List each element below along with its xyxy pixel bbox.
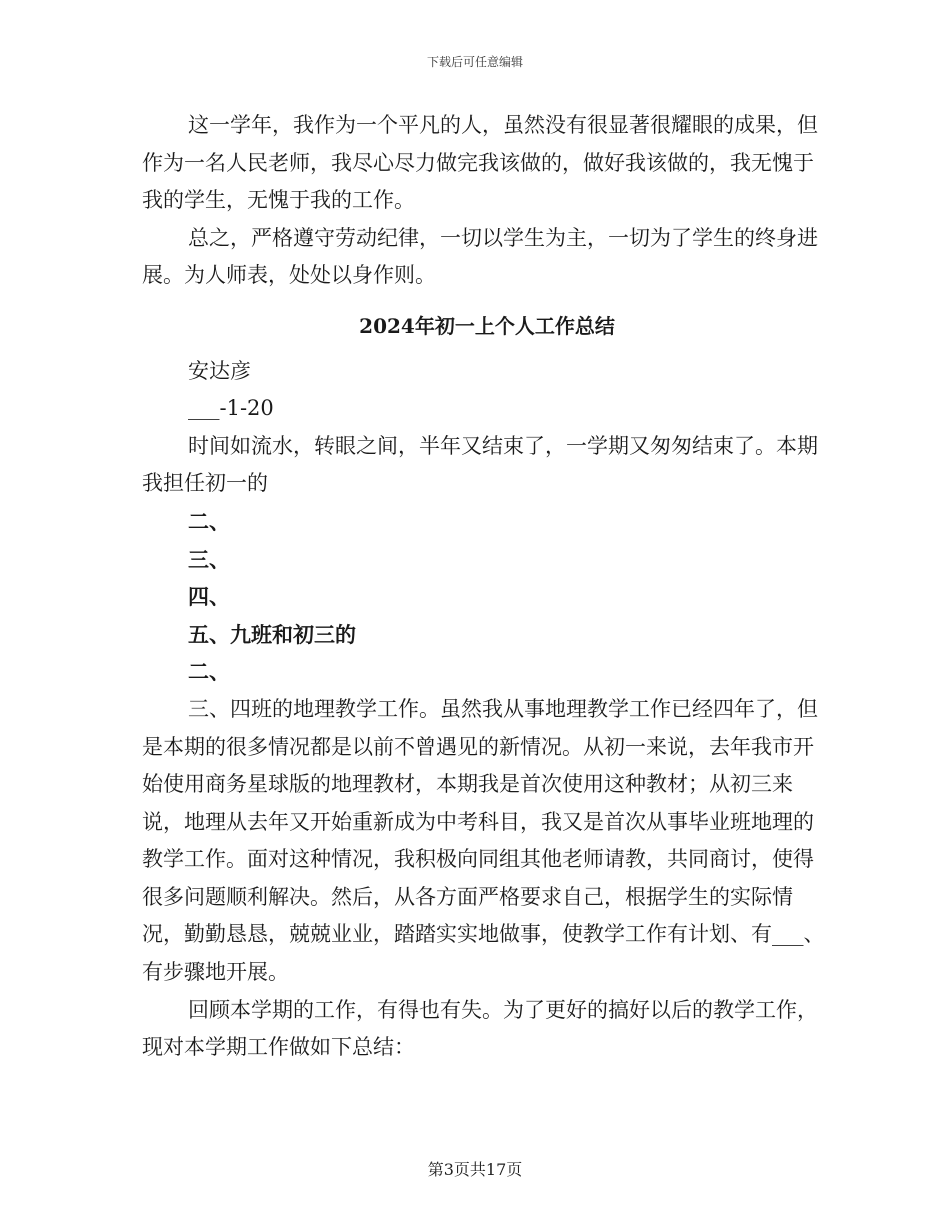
paragraph-3: 时间如流水，转眼之间，半年又结束了，一学期又匆匆结束了。本期我担任初一的 [142,433,818,496]
document-title: 2024年初一上个人工作总结 [359,313,615,338]
header-note: 下载后可任意编辑 [426,55,523,69]
list-item: 二、 [188,659,230,685]
document-body [142,107,832,1067]
author: 安达彦 [188,358,251,383]
list-item: 五、九班和初三的 [188,621,356,647]
paragraph-5: 回顾本学期的工作，有得也有失。为了更好的搞好以后的教学工作，现对本学期工作做如下总结： [142,997,818,1060]
list-item: 四、 [188,584,230,610]
paragraph-2: 总之，严格遵守劳动纪律，一切以学生为主，一切为了学生的终身进展。为人师表，处处以身作则。 [142,225,818,288]
page-number: 第3页共17页 [427,1160,523,1179]
paragraph-1: 这一学年，我作为一个平凡的人，虽然没有很显著很耀眼的成果，但作为一名人民老师，我尽心尽力做完我该做的，做好我该做的，我无愧于我的学生，无愧于我的工作。 [142,113,818,213]
date: ___-1-20 [188,396,274,421]
list-item: 三、 [188,546,230,572]
paragraph-4: 三、四班的地理教学工作。虽然我从事地理教学工作已经四年了，但是本期的很多情况都是以前不曾遇见的新情况。从初一来说，去年我市开始使用商务星球版的地理教材，本期我是首次使用这种教材；从初三来说，地理从去年又开始重新成为中考科目，我又是首次从事毕业班地理的教学工作。面对这种情况，我积极向同组其他老师请教，共同商讨，使得很多问题顺利解决。然后，从各方面严格要求自己，根据学生的实际情况，勤勤恳恳，兢兢业业，踏踏实实地做事，使教学工作有计划、有___、有步骤地开展。 [142,696,825,985]
list-item: 二、 [188,508,230,534]
